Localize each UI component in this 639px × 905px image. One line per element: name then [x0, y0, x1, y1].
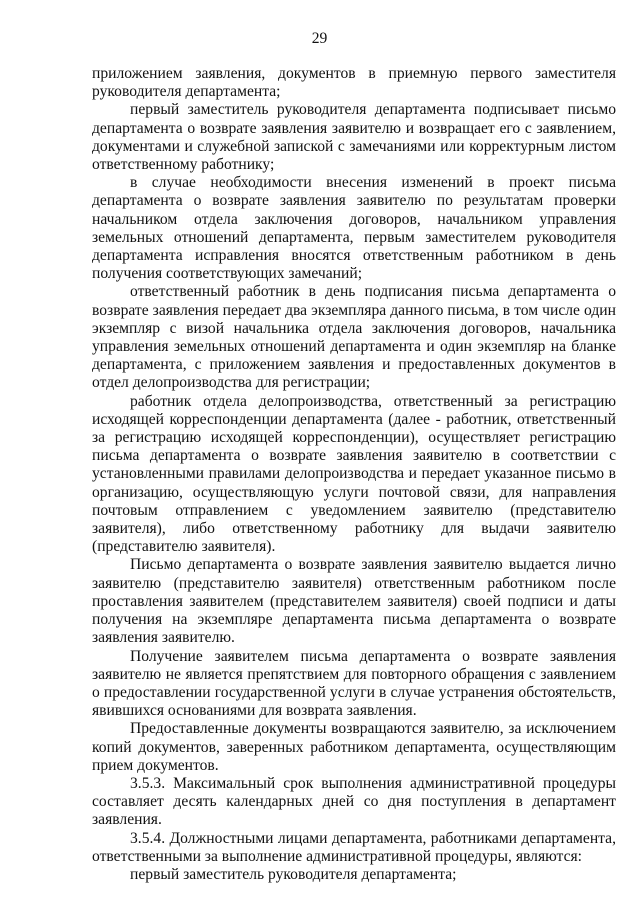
paragraph: ответственный работник в день подписания письма департамента о возврате заявления передает два экземпляра данного письма, в том числе один экземпляр с визой начальника отдела заключения договоров, начальника управления земельных отношений департамента и один экземпляр на бланке департамента, с приложением заявления и предоставленных документов в отдел делопроизводства для регистрации; [92, 283, 616, 392]
paragraph: приложением заявления, документов в приемную первого заместителя руководителя департамента; [92, 65, 616, 101]
page-number: 29 [311, 30, 328, 47]
paragraph: первый заместитель руководителя департамента подписывает письмо департамента о возврате заявления заявителю и возвращает его с заявлением, документами и служебной запиской с замечаниями или корректурным листом ответственному работнику; [92, 101, 616, 174]
body-text [92, 65, 616, 884]
paragraph: Получение заявителем письма департамента о возврате заявления заявителю не является препятствием для повторного обращения с заявлением о предоставлении государственной услуги в случае устранения обстоятельств, явившихся основаниями для возврата заявления. [92, 647, 616, 720]
paragraph: первый заместитель руководителя департамента; [130, 865, 457, 883]
paragraph: 3.5.4. Должностными лицами департамента, работниками департамента, ответственными за выполнение административной процедуры, являются: [92, 829, 616, 865]
paragraph: в случае необходимости внесения изменений в проект письма департамента о возврате заявления заявителю по результатам проверки начальником отдела заключения договоров, начальником управления земельных отношений департамента, первым заместителем руководителя департамента исправления вносятся ответственным работником в день получения соответствующих замечаний; [92, 174, 616, 283]
paragraph: Письмо департамента о возврате заявления заявителю выдается лично заявителю (представителю заявителя) ответственным работником после проставления заявителем (представителем заявителя) своей подписи и даты получения на экземпляре департамента письма департамента о возврате заявления заявителю. [92, 556, 616, 647]
paragraph: 3.5.3. Максимальный срок выполнения административной процедуры составляет десять календарных дней со дня поступления в департамент заявления. [92, 774, 616, 829]
paragraph: Предоставленные документы возвращаются заявителю, за исключением копий документов, заверенных работником департамента, осуществляющим прием документов. [92, 720, 616, 774]
paragraph: работник отдела делопроизводства, ответственный за регистрацию исходящей корреспонденции департамента (далее - работник, ответственный за регистрацию исходящей корреспонденции), осуществляет регистрацию письма департамента о возврате заявления заявителю в соответствии с установленными правилами делопроизводства и передает указанное письмо в организацию, осуществляющую услуги почтовой связи, для направления почтовым отправлением с уведомлением заявителю (представителю заявителя), либо ответственному работнику для выдачи заявителю (представителю заявителя). [92, 392, 616, 556]
